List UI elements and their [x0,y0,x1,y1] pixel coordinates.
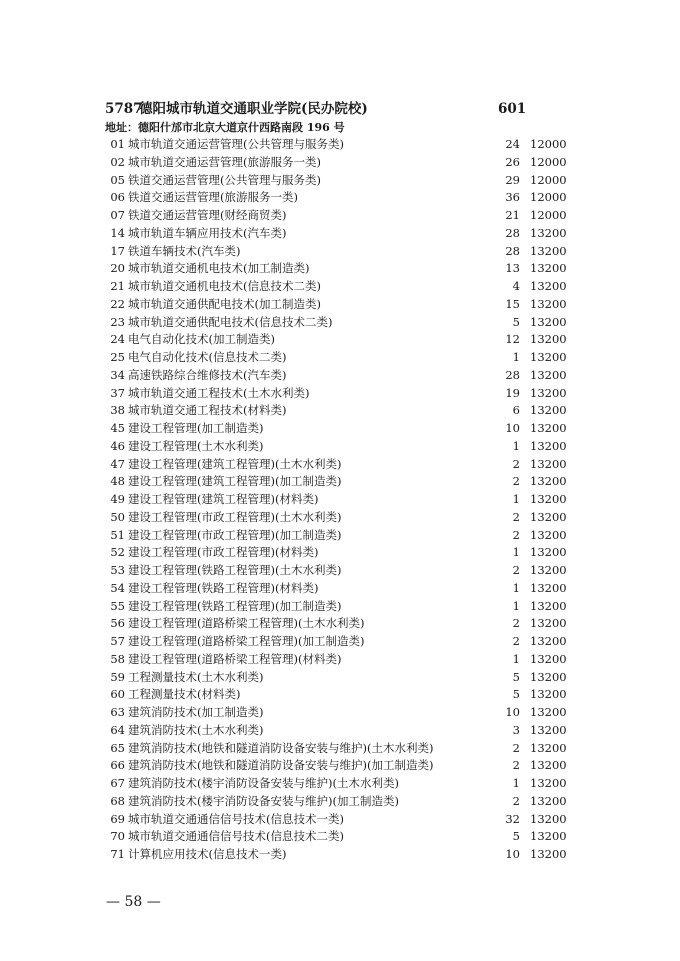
major-plan-count: 1 [512,492,520,506]
major-row [0,793,680,811]
major-tuition: 13200 [530,669,567,684]
major-name: 城市轨道交通通信信号技术(信息技术二类) [128,829,344,844]
major-plan-count: 32 [505,811,520,826]
major-tuition: 13200 [530,350,567,364]
major-row [0,580,680,598]
major-plan-count: 2 [512,527,520,542]
school-code: 5787 [105,101,143,117]
major-plan-count: 2 [512,509,520,524]
major-row [0,189,680,207]
major-row [0,225,680,243]
major-name: 高速铁路综合维修技术(汽车类) [128,367,287,382]
major-plan-count: 6 [512,403,520,418]
major-tuition: 13200 [530,367,567,382]
major-tuition: 13200 [530,474,567,489]
major-name: 建设工程管理(市政工程管理)(土木水利类) [128,509,342,524]
major-plan-count: 1 [512,598,520,613]
major-name: 铁道交通运营管理(财经商贸类) [128,208,287,222]
major-code: 49 [110,492,125,506]
major-name: 建设工程管理(铁路工程管理)(土木水利类) [128,563,342,577]
major-tuition: 13200 [530,793,567,808]
major-row [0,385,680,403]
major-code: 71 [110,847,125,861]
major-row [0,686,680,704]
major-name: 建设工程管理(铁路工程管理)(材料类) [128,580,319,595]
major-row [0,402,680,420]
major-tuition: 12000 [530,154,567,169]
major-plan-count: 1 [512,350,520,364]
major-plan-count: 4 [512,279,520,293]
major-code: 14 [110,225,125,240]
major-tuition: 13200 [530,385,567,400]
major-tuition: 13200 [530,776,567,790]
major-code: 53 [110,563,125,577]
major-code: 55 [110,598,125,613]
major-plan-count: 36 [505,190,520,205]
major-code: 38 [110,403,125,418]
major-plan-count: 12 [505,332,520,347]
major-tuition: 13200 [530,563,567,577]
major-plan-count: 13 [505,261,520,276]
major-name: 工程测量技术(材料类) [128,687,241,702]
major-plan-count: 5 [512,829,520,844]
major-name: 建设工程管理(市政工程管理)(加工制造类) [128,527,342,542]
major-tuition: 12000 [530,172,567,187]
major-code: 20 [110,261,125,276]
major-code: 63 [110,705,125,719]
major-name: 建设工程管理(建筑工程管理)(材料类) [128,492,319,506]
major-code: 58 [110,651,125,666]
major-row [0,420,680,438]
major-tuition: 13200 [530,261,567,276]
major-row [0,154,680,172]
major-plan-count: 1 [512,438,520,453]
major-plan-count: 28 [505,225,520,240]
major-name: 建筑消防技术(加工制造类) [128,705,264,719]
major-row [0,456,680,474]
major-code: 37 [110,385,125,400]
major-plan-count: 1 [512,651,520,666]
major-code: 05 [110,172,125,187]
major-code: 45 [110,421,125,435]
major-name: 工程测量技术(土木水利类) [128,669,264,684]
major-code: 21 [110,279,125,293]
major-name: 城市轨道交通供配电技术(加工制造类) [128,296,321,311]
major-name: 建设工程管理(建筑工程管理)(加工制造类) [128,474,342,489]
major-row [0,846,680,864]
major-plan-count: 2 [512,563,520,577]
major-row [0,598,680,616]
major-row [0,562,680,580]
major-row [0,633,680,651]
major-code: 17 [110,243,125,258]
major-name: 城市轨道交通运营管理(旅游服务一类) [128,154,321,169]
major-name: 城市轨道交通机电技术(信息技术二类) [128,279,321,293]
major-plan-count: 1 [512,776,520,790]
major-code: 47 [110,456,125,471]
major-row [0,527,680,545]
major-code: 67 [110,776,125,790]
major-name: 建设工程管理(土木水利类) [128,438,264,453]
major-code: 48 [110,474,125,489]
major-row [0,722,680,740]
major-plan-count: 5 [512,314,520,329]
major-name: 城市轨道交通工程技术(材料类) [128,403,287,418]
major-name: 城市轨道车辆应用技术(汽车类) [128,225,287,240]
major-plan-count: 1 [512,545,520,560]
major-name: 城市轨道交通供配电技术(信息技术二类) [128,314,333,329]
major-code: 22 [110,296,125,311]
major-tuition: 13200 [530,403,567,418]
major-name: 城市轨道交通通信信号技术(信息技术一类) [128,811,344,826]
major-plan-count: 2 [512,793,520,808]
major-row [0,651,680,669]
major-code: 65 [110,740,125,755]
major-tuition: 13200 [530,296,567,311]
major-name: 建筑消防技术(土木水利类) [128,722,264,737]
major-tuition: 13200 [530,722,567,737]
major-tuition: 13200 [530,314,567,329]
major-row [0,136,680,154]
major-name: 建筑消防技术(楼宇消防设备安装与维护)(加工制造类) [128,793,399,808]
major-row [0,509,680,527]
school-name: 德阳城市轨道交通职业学院(民办院校) [139,101,368,117]
major-tuition: 13200 [530,598,567,613]
major-code: 54 [110,580,125,595]
major-code: 06 [110,190,125,205]
major-name: 建设工程管理(道路桥梁工程管理)(材料类) [128,651,342,666]
major-code: 66 [110,758,125,773]
major-name: 城市轨道交通机电技术(加工制造类) [128,261,310,276]
major-name: 城市轨道交通运营管理(公共管理与服务类) [128,137,344,151]
major-code: 69 [110,811,125,826]
major-name: 建设工程管理(道路桥梁工程管理)(加工制造类) [128,634,365,648]
major-plan-count: 26 [505,154,520,169]
major-name: 电气自动化技术(信息技术二类) [128,350,287,364]
major-plan-count: 2 [512,740,520,755]
major-tuition: 13200 [530,545,567,560]
page-number: — 58 — [106,894,161,910]
school-total-plan: 601 [498,101,527,117]
major-code: 57 [110,634,125,648]
major-code: 56 [110,616,125,631]
school-header [105,100,585,118]
major-row [0,172,680,190]
major-row [0,491,680,509]
major-row [0,367,680,385]
major-name: 建筑消防技术(地铁和隧道消防设备安装与维护)(加工制造类) [128,758,434,773]
major-code: 52 [110,545,125,560]
major-plan-count: 15 [505,296,520,311]
major-code: 50 [110,509,125,524]
major-name: 建设工程管理(建筑工程管理)(土木水利类) [128,456,342,471]
major-tuition: 13200 [530,811,567,826]
major-plan-count: 10 [505,847,520,861]
major-tuition: 13200 [530,332,567,347]
major-code: 59 [110,669,125,684]
major-row [0,740,680,758]
major-tuition: 13200 [530,616,567,631]
major-row [0,473,680,491]
major-name: 铁道交通运营管理(旅游服务一类) [128,190,298,205]
major-name: 建设工程管理(道路桥梁工程管理)(土木水利类) [128,616,365,631]
major-plan-count: 2 [512,456,520,471]
major-row [0,314,680,332]
major-code: 64 [110,722,125,737]
major-code: 70 [110,829,125,844]
major-row [0,544,680,562]
major-plan-count: 2 [512,616,520,631]
major-code: 68 [110,793,125,808]
major-row [0,669,680,687]
major-tuition: 13200 [530,421,567,435]
major-tuition: 13200 [530,651,567,666]
major-row [0,811,680,829]
major-name: 铁道车辆技术(汽车类) [128,243,241,258]
major-tuition: 13200 [530,705,567,719]
major-tuition: 13200 [530,829,567,844]
major-name: 电气自动化技术(加工制造类) [128,332,275,347]
major-code: 01 [110,137,125,151]
major-tuition: 13200 [530,634,567,648]
major-tuition: 12000 [530,190,567,205]
major-plan-count: 19 [505,385,520,400]
major-tuition: 13200 [530,687,567,702]
major-tuition: 13200 [530,438,567,453]
major-plan-count: 21 [505,208,520,222]
major-code: 24 [110,332,125,347]
major-tuition: 12000 [530,137,567,151]
major-name: 建筑消防技术(地铁和隧道消防设备安装与维护)(土木水利类) [128,740,434,755]
major-tuition: 13200 [530,740,567,755]
major-plan-count: 24 [505,137,520,151]
major-list [0,136,680,864]
major-code: 34 [110,367,125,382]
major-row [0,828,680,846]
major-tuition: 13200 [530,580,567,595]
school-address: 地址：德阳什邡市北京大道京什西路南段 196 号 [105,121,345,134]
major-plan-count: 28 [505,243,520,258]
major-name: 建设工程管理(铁路工程管理)(加工制造类) [128,598,342,613]
major-name: 建设工程管理(加工制造类) [128,421,264,435]
major-tuition: 13200 [530,509,567,524]
major-row [0,296,680,314]
major-code: 51 [110,527,125,542]
major-row [0,615,680,633]
major-plan-count: 5 [512,669,520,684]
major-code: 25 [110,350,125,364]
major-name: 城市轨道交通工程技术(土木水利类) [128,385,310,400]
major-plan-count: 2 [512,634,520,648]
major-plan-count: 5 [512,687,520,702]
major-tuition: 13200 [530,847,567,861]
major-row [0,757,680,775]
major-row [0,704,680,722]
major-plan-count: 1 [512,580,520,595]
major-tuition: 13200 [530,527,567,542]
major-code: 23 [110,314,125,329]
major-row [0,243,680,261]
major-code: 60 [110,687,125,702]
major-tuition: 12000 [530,208,567,222]
major-plan-count: 2 [512,758,520,773]
major-row [0,438,680,456]
major-row [0,331,680,349]
major-plan-count: 28 [505,367,520,382]
major-plan-count: 10 [505,421,520,435]
major-row [0,207,680,225]
major-name: 建设工程管理(市政工程管理)(材料类) [128,545,319,560]
major-code: 02 [110,154,125,169]
major-row [0,349,680,367]
major-row [0,260,680,278]
major-tuition: 13200 [530,456,567,471]
major-name: 计算机应用技术(信息技术一类) [128,847,287,861]
major-plan-count: 2 [512,474,520,489]
major-row [0,775,680,793]
major-tuition: 13200 [530,225,567,240]
major-tuition: 13200 [530,279,567,293]
major-tuition: 13200 [530,243,567,258]
major-code: 46 [110,438,125,453]
major-code: 07 [110,208,125,222]
major-plan-count: 10 [505,705,520,719]
major-row [0,278,680,296]
major-tuition: 13200 [530,758,567,773]
major-plan-count: 29 [505,172,520,187]
major-plan-count: 3 [512,722,520,737]
major-name: 建筑消防技术(楼宇消防设备安装与维护)(土木水利类) [128,776,399,790]
major-name: 铁道交通运营管理(公共管理与服务类) [128,172,321,187]
major-tuition: 13200 [530,492,567,506]
